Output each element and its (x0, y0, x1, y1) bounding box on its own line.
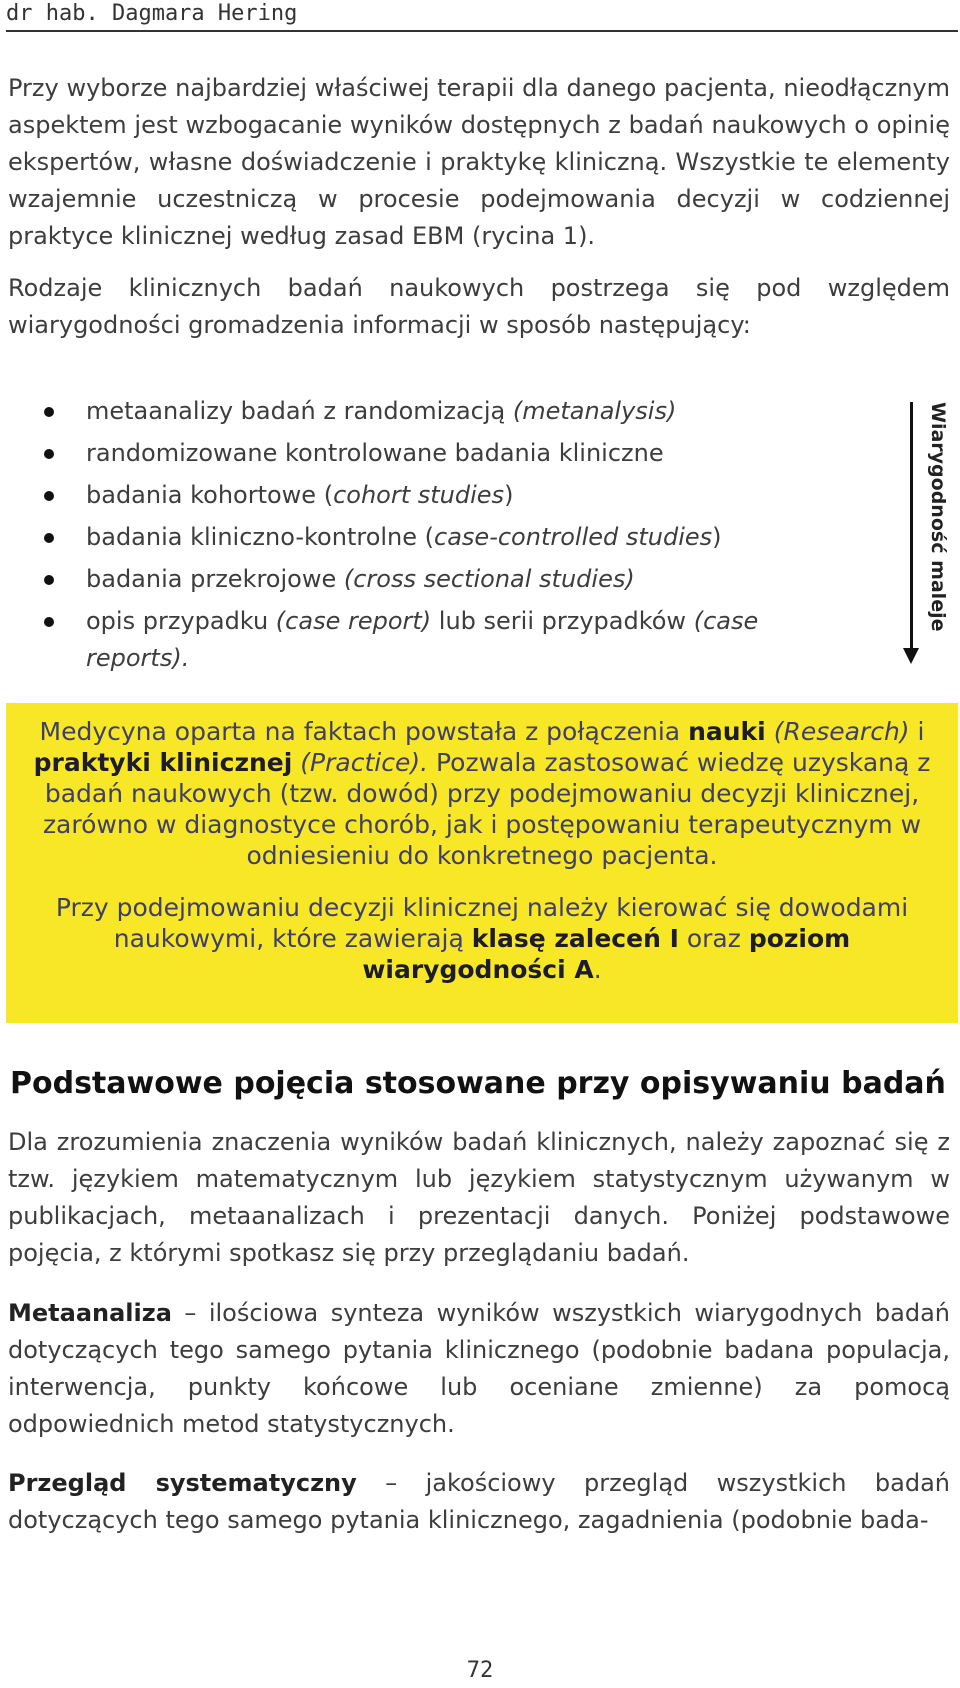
page-number: 72 (466, 1658, 494, 1683)
list-item: badania kliniczno-kontrolne (case-controlled studies) (38, 519, 818, 556)
list-item: badania kohortowe (cohort studies) (38, 477, 818, 514)
highlight-box (6, 703, 958, 1023)
highlight-paragraph-2: Przy podejmowaniu decyzji klinicznej należy kierować się dowodami naukowymi, które zawierają klasę zaleceń I oraz poziom wiarygodności A. (55, 893, 909, 984)
reliability-arrow (900, 402, 950, 672)
arrow-shaft (910, 402, 913, 652)
highlight-paragraph-1: Medycyna oparta na faktach powstała z połączenia nauki (Research) i praktyki klinicznej (Practice). Pozwala zastosować wiedzę uzyskaną z badań naukowych (tzw. dowód) przy podejmowaniu decyzji klinicznej, zarówno w diagnostyce chorób, jak i postępowaniu terapeutycznym w odniesieniu do konkretnego pacjenta. (33, 717, 931, 870)
term-name: Metaanaliza (8, 1299, 172, 1327)
bullet-icon (44, 575, 54, 585)
list-item: opis przypadku (case report) lub serii przypadków (case reports). (38, 603, 818, 677)
intro-paragraph-2: Rodzaje klinicznych badań naukowych postrzega się pod względem wiarygodności gromadzenia informacji w sposób następujący: (8, 274, 950, 339)
list-item: metaanalizy badań z randomizacją (metanalysis) (38, 393, 818, 430)
bullet-icon (44, 491, 54, 501)
list-item: randomizowane kontrolowane badania kliniczne (38, 435, 818, 472)
term-metaanalysis (8, 1295, 950, 1443)
bullet-icon (44, 533, 54, 543)
running-header (6, 0, 958, 32)
list-item: badania przekrojowe (cross sectional studies) (38, 561, 818, 598)
term-systematic-review (8, 1465, 950, 1539)
section-intro-paragraph: Dla zrozumienia znaczenia wyników badań klinicznych, należy zapoznać się z tzw. językiem matematycznym lub językiem statystycznym używanym w publikacjach, metaanalizach i prezentacji danych. Poniżej podstawowe pojęcia, z którymi spotkasz się przy przeglądaniu badań. (8, 1128, 950, 1267)
reliability-label: Wiarygodność maleje (927, 402, 949, 632)
author-name: dr hab. Dagmara Hering (6, 1, 298, 26)
bullet-icon (44, 617, 54, 627)
term-definition: – jakościowy przegląd wszystkich badań dotyczących tego samego pytania klinicznego, zagadnienia (podobnie bada- (8, 1469, 950, 1534)
bullet-icon (44, 407, 54, 417)
arrow-down-icon (903, 648, 919, 664)
term-definition: – ilościowa synteza wyników wszystkich wiarygodnych badań dotyczących tego samego pytania klinicznego (podobnie badana populacja, interwencja, punkty końcowe lub oceniane zmienne) za pomocą odpowiednich metod statystycznych. (8, 1299, 950, 1438)
study-types-list (38, 393, 818, 682)
term-name: Przegląd systematyczny (8, 1469, 357, 1497)
section-heading: Podstawowe pojęcia stosowane przy opisywaniu badań (10, 1066, 946, 1101)
intro-paragraph-1: Przy wyborze najbardziej właściwej terapii dla danego pacjenta, nieodłącznym aspektem jest wzbogacanie wyników dostępnych z badań naukowych o opinię ekspertów, własne doświadczenie i praktykę kliniczną. Wszystkie te elementy wzajemnie uczestniczą w procesie podejmowania decyzji w codziennej praktyce klinicznej według zasad EBM (rycina 1). (8, 74, 950, 250)
bullet-icon (44, 449, 54, 459)
